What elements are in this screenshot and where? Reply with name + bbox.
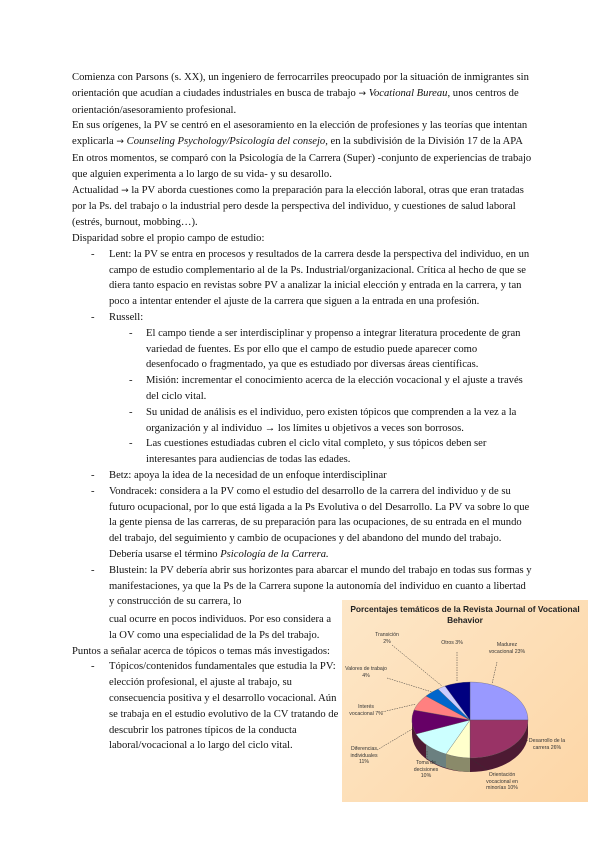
list-item: - Su unidad de análisis es el individuo, pero existen tópicos que comprenden a la vez a la organización y al individuo → los límites u objetivos a veces son borrosos. — [72, 405, 532, 437]
pie-chart — [342, 600, 588, 802]
list-item-russell: - Russell: - El campo tiende a ser interdisciplinar y propenso a integrar literatura procedente de gran variedad de fuentes. Es por ello que el campo de estudio puede aparecer como desenfocado o fragmentado, ya que es estudiado por diversas áreas científicas. - Misión: incrementar el conocimiento acerca de la elección vocacional y el ajuste a través del ciclo vital. - Su unidad de análisis es el individuo, pero existen tópicos que comprenden a la vez a la organización y al individuo → los límites u objetivos a veces son borrosos. - Las cuestiones estudiadas cubren el ciclo vital completo, y sus tópicos deben ser interesantes para audiencias de todas las edades. — [72, 310, 532, 468]
list-item-betz: - Betz: apoya la idea de la necesidad de un enfoque interdisciplinar — [72, 468, 532, 484]
label-desarrollo: Desarrollo de la carrera 26% — [528, 738, 566, 751]
list-item-lent: - Lent: la PV se entra en procesos y resultados de la carrera desde la perspectiva del individuo, en un campo de estudio complementario al de la Ps. Industrial/organizacional. Crítica al hecho de que se diera tanto espacio en revistas sobre PV a analizar la inicial elección y entrada en la carrera, y tan poco a intentar entender el ajuste de la carrera que siguen a la entrada en una profesión. — [72, 247, 532, 310]
label-transicion: Transición 2% — [375, 632, 399, 645]
arrow-icon: → — [358, 88, 367, 99]
chart-title: Porcentajes temáticos de la Revista Journal of Vocational Behavior — [350, 604, 580, 625]
puntos-list — [72, 659, 342, 754]
puntos-heading: Puntos a señalar acerca de tópicos o temas más investigados: — [72, 645, 331, 657]
list-item-vondracek: - Vondracek: considera a la PV como el estudio del desarrollo de la carrera del individuo y de su futuro ocupacional, por lo que está ligada a la Ps Evolutiva o del Desarrollo. La PV va sobre lo que la gente piensa de las carreras, de su preparación para las ocupaciones, de su entrada en el mundo del trabajo, del seguimiento y cambio de ocupaciones y del abandono del mundo del trabajo. Debería usarse el término Psicología de la Carrera. — [72, 484, 532, 563]
russell-sublist — [72, 326, 532, 468]
label-madurez: Madurez vocacional 23% — [488, 642, 526, 655]
author-list — [72, 247, 532, 644]
list-item: - Misión: incrementar el conocimiento acerca de la elección vocacional y el ajuste a través del ciclo vital. — [72, 373, 532, 405]
list-item-blustein: - Blustein: la PV debería abrir sus horizontes para abarcar el mundo del trabajo en todas sus formas y manifestaciones, ya que la Ps de la Carrera supone la autonomía del individuo en cuanto a libertad y construcción de su carrera, lo cual ocurre en pocos individuos. Por eso considera a la OV como una especialidad de la Ps del trabajo. — [72, 563, 532, 644]
paragraph-origenes: En sus orígenes, la PV se centró en el asesoramiento en la elección de profesiones y las teorías que intentan explicarla → Counseling Psychology/Psicología del consejo, en la subdivisión de la División 17 de la APA — [72, 120, 528, 148]
paragraph-actualidad: Actualidad → la PV aborda cuestiones como la preparación para la elección laboral, otras que eran tratadas por la Ps. del trabajo o la industrial pero desde la perspectiva del individuo, y cuestiones de salud laboral (estrés, burnout, mobbing…). — [72, 184, 524, 229]
list-item: - El campo tiende a ser interdisciplinar y propenso a integrar literatura procedente de gran variedad de fuentes. Es por ello que el campo de estudio puede aparecer como desenfocado o fragmentado, ya que es estudiado por diversas áreas científicas. — [72, 326, 532, 373]
arrow-icon: → — [121, 185, 129, 196]
paragraph-parsons: Comienza con Parsons (s. XX), un ingeniero de ferrocarriles preocupado por la situación de inmigrantes sin orientación que acudían a ciudades industriales en busca de trabajo → Vocational Bureau, unos centros de orientación/asesoramiento profesional. — [72, 72, 529, 116]
paragraph-disparidad: Disparidad sobre el propio campo de estudio: — [72, 232, 265, 244]
list-item: - Las cuestiones estudiadas cubren el ciclo vital completo, y sus tópicos deben ser interesantes para audiencias de todas las edades. — [72, 436, 532, 468]
label-toma-decisiones: Toma de decisiones 10% — [413, 760, 439, 779]
label-diferencias: Diferencias individuales 11% — [350, 746, 378, 765]
label-interes: Interés vocacional 7% — [349, 704, 383, 717]
label-orientacion-minorias: Orientación vocacional en minorías 10% — [486, 772, 518, 791]
label-valores: Valores de trabajo 4% — [345, 666, 387, 679]
label-otros: Otros 3% — [441, 640, 463, 646]
arrow-icon: → — [116, 137, 124, 148]
pie-chart-figure — [342, 600, 588, 802]
list-item: - Tópicos/contenidos fundamentales que estudia la PV: elección profesional, el ajuste al trabajo, su consecuencia positiva y el desarrollo vocacional. Aún se trabaja en el estudio evolutivo de la CV tratando de descubrir los patrones típicos de la conducta laboral/vocacional a lo largo del ciclo vital. — [72, 659, 342, 754]
paragraph-otros-momentos: En otros momentos, se comparó con la Psicología de la Carrera (Super) -conjunto de experiencias de trabajo que alguien experimenta a lo largo de su vida- y su desarollo. — [72, 152, 532, 180]
